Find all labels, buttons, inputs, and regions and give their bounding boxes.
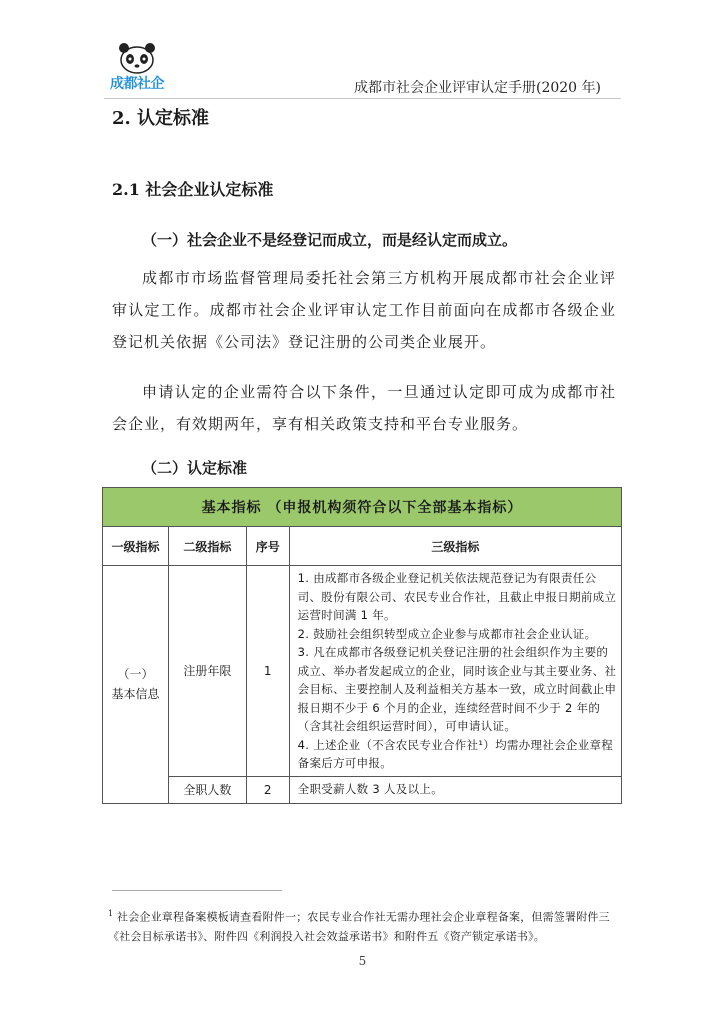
point1-heading: （一）社会企业不是经登记而成立，而是经认定而成立。 (142, 231, 518, 249)
level2-cell: 注册年限 (168, 566, 246, 777)
level2-cell: 全职人数 (168, 776, 246, 803)
header-divider (104, 98, 621, 99)
logo-text: 成都社企 (110, 76, 164, 92)
chengdu-social-enterprise-logo (104, 40, 170, 96)
column-header-level3: 三级指标 (289, 527, 621, 566)
column-header-level1: 一级指标 (103, 527, 169, 566)
table-row (103, 776, 622, 803)
level3-item: 1. 由成都市各级企业登记机关依法规范登记为有限责任公司、股份有限公司、农民专业合作社，且截止申报日期前成立运营时间满 1 年。 (297, 571, 617, 622)
level3-item: 4. 上述企业（不含农民专业合作社¹）均需办理社会企业章程备案后方可申报。 (297, 737, 614, 770)
footnote-text: 社会企业章程备案模板请查看附件一；农民专业合作社无需办理社会企业章程备案，但需签署附件三《社会目标承诺书》、附件四《利润投入社会效益承诺书》和附件五《资产锁定承诺书》。 (108, 910, 610, 943)
subsection-heading: 2.1 社会企业认定标准 (112, 180, 274, 199)
header-title: 成都市社会企业评审认定手册(2020 年) (353, 80, 601, 96)
column-header-number: 序号 (246, 527, 289, 566)
level3-cell (289, 566, 621, 777)
point1-paragraph-2: 申请认定的企业需符合以下条件，一旦通过认定即可成为成都市社会企业，有效期两年，享有相关政策支持和平台专业服务。 (112, 383, 616, 433)
footnote-divider (112, 890, 282, 891)
panda-icon (104, 40, 170, 76)
point2-heading: （二）认定标准 (142, 459, 248, 477)
table-banner: 基本指标 （申报机构须符合以下全部基本指标） (103, 488, 622, 527)
level1-line1: （一） (117, 667, 154, 682)
level1-cell (103, 566, 169, 804)
level3-cell: 全职受薪人数 3 人及以上。 (289, 776, 621, 803)
point1-paragraph-1: 成都市市场监督管理局委托社会第三方机构开展成都市社会企业评审认定工作。成都市社会企业评审认定工作目前面向在成都市各级企业登记机关依据《公司法》登记注册的公司类企业展开。 (112, 269, 616, 351)
footnote (108, 904, 622, 946)
footnote-mark: 1 (108, 909, 114, 918)
table-banner-row (103, 488, 622, 527)
level3-item: 3. 凡在成都市各级登记机关登记注册的社会组织作为主要的成立、举办者发起成立的企业，同时该企业与其主要业务、社会目标、主要控制人及利益相关方基本一致，成立时间截止申报日期不少于 6 个月的企业，连续经营时间不少于 2 年的（含其社会组织运营时间），可申请认证。 (297, 645, 617, 733)
table-header-row (103, 527, 622, 566)
page-number: 5 (358, 954, 367, 968)
number-cell: 2 (246, 776, 289, 803)
table-row (103, 566, 622, 777)
number-cell: 1 (246, 566, 289, 777)
level3-item: 2. 鼓励社会组织转型成立企业参与成都市社会企业认证。 (297, 626, 597, 641)
level1-line2: 基本信息 (111, 687, 160, 702)
column-header-level2: 二级指标 (168, 527, 246, 566)
section-heading: 2. 认定标准 (112, 108, 210, 129)
criteria-table (102, 487, 622, 804)
